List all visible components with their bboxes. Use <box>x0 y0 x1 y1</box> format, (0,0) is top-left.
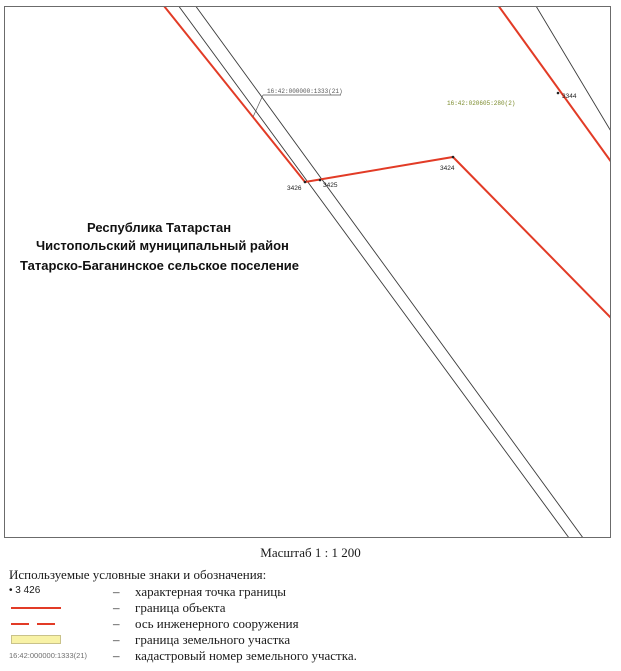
point-marker-3426 <box>304 181 307 184</box>
region-line-district: Чистопольский муниципальный район <box>36 238 289 253</box>
legend-text-point: характерная точка границы <box>135 584 286 599</box>
cadastral-label-2: 16:42:020605:280(2) <box>447 100 516 107</box>
point-marker-3344 <box>557 92 560 95</box>
legend-cadastral-sample: 16:42:000000:1333(21) <box>9 651 87 660</box>
legend-text-cadastral-number: кадастровый номер земельного участка. <box>135 648 357 663</box>
legend-symbol-point <box>9 584 105 600</box>
legend-dash: – <box>113 600 120 615</box>
map-frame <box>4 6 611 538</box>
legend-row-point <box>9 584 609 600</box>
point-label-3344: 3344 <box>562 93 577 100</box>
legend-text-engineering-axis: ось инженерного сооружения <box>135 616 299 631</box>
region-line-settlement: Татарско-Баганинское сельское поселение <box>20 258 300 273</box>
legend-row-parcel-boundary <box>9 632 609 648</box>
point-label-3425: 3425 <box>323 182 338 189</box>
legend-symbol-solid-line <box>9 600 105 616</box>
legend-symbol-cadastral <box>9 648 105 664</box>
solid-red-line-icon <box>11 607 61 609</box>
legend-point-sample: • 3 426 <box>9 585 41 596</box>
point-label-3424: 3424 <box>440 165 455 172</box>
object-boundary-polyline <box>305 157 611 319</box>
yellow-parcel-icon <box>11 635 61 644</box>
point-marker-3425 <box>319 179 322 182</box>
point-label-3426: 3426 <box>287 185 302 192</box>
legend-row-object-boundary <box>9 600 609 616</box>
legend-text-object-boundary: граница объекта <box>135 600 226 615</box>
legend-text-parcel-boundary: граница земельного участка <box>135 632 291 647</box>
region-line-republic: Республика Татарстан <box>87 220 232 235</box>
object-boundary-upper-right <box>495 7 611 163</box>
dashed-red-line-icon <box>11 623 61 625</box>
legend-dash: – <box>113 632 120 647</box>
legend-dash: – <box>113 616 120 631</box>
legend-row-cadastral-number <box>9 648 609 664</box>
legend-title: Используемые условные знаки и обозначения: <box>9 567 267 582</box>
legend <box>9 567 609 664</box>
legend-symbol-parcel <box>9 632 105 648</box>
legend-row-engineering-axis <box>9 616 609 632</box>
cadastral-map <box>5 7 611 538</box>
point-marker-3424 <box>452 156 455 159</box>
scale-label: Масштаб 1 : 1 200 <box>260 545 361 560</box>
legend-dash: – <box>113 648 120 663</box>
legend-dash: – <box>113 584 120 599</box>
legend-symbol-dashed-line <box>9 616 105 632</box>
cadastral-label-1: 16:42:000000:1333(21) <box>267 88 343 95</box>
